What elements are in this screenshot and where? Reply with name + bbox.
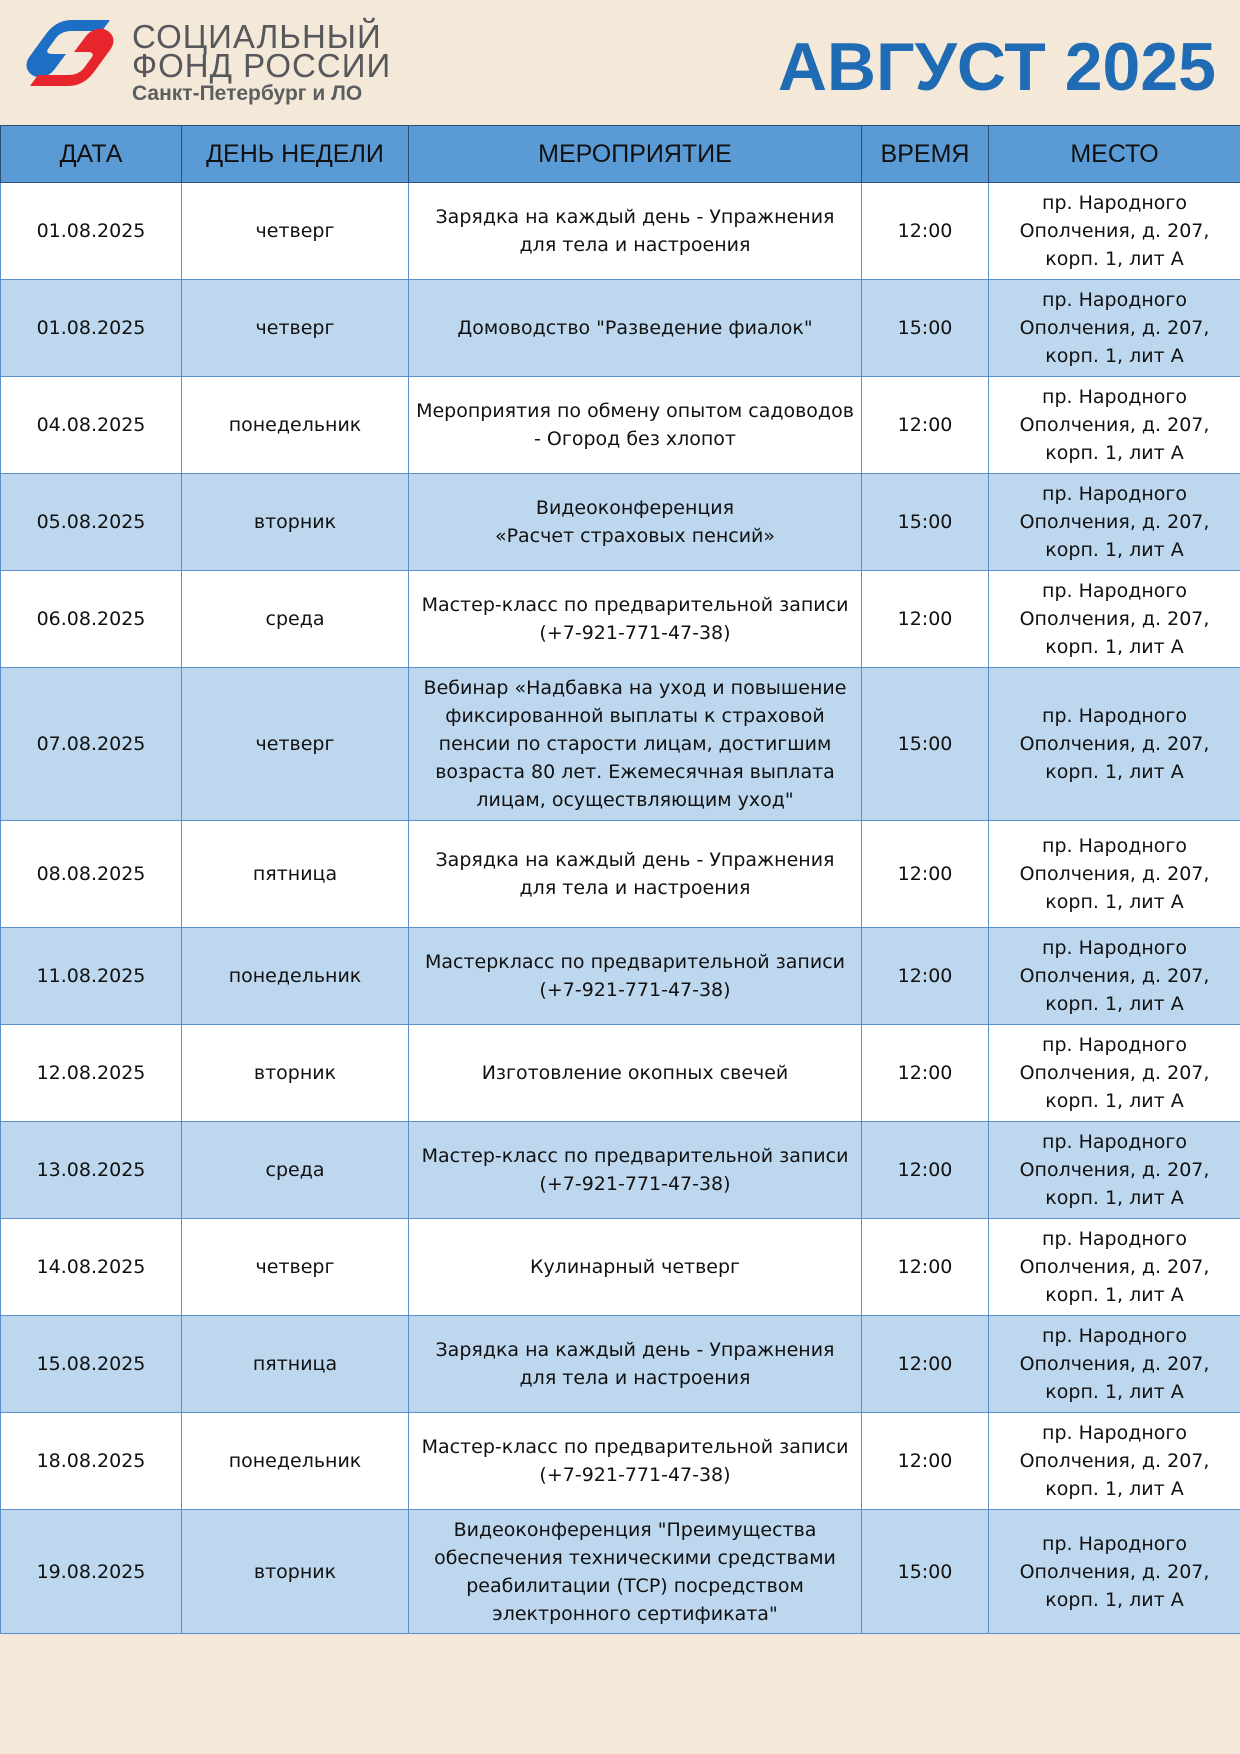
table-row	[1, 668, 1240, 821]
table-row	[1, 377, 1240, 474]
event-cell: Кулинарный четверг	[409, 1219, 862, 1316]
column-header-time: ВРЕМЯ	[862, 126, 989, 183]
event-cell: Вебинар «Надбавка на уход и повышение фиксированной выплаты к страховой пенсии по старости лицам, достигшим возраста 80 лет. Ежемесячная выплата лицам, осуществляющим уход"	[409, 668, 862, 821]
day-cell: вторник	[182, 1510, 409, 1634]
date-cell: 05.08.2025	[1, 474, 182, 571]
day-cell: вторник	[182, 474, 409, 571]
place-cell: пр. Народного Ополчения, д. 207, корп. 1, лит А	[989, 1219, 1240, 1316]
time-cell: 12:00	[862, 1413, 989, 1510]
place-cell: пр. Народного Ополчения, д. 207, корп. 1, лит А	[989, 928, 1240, 1025]
date-cell: 06.08.2025	[1, 571, 182, 668]
table-row	[1, 571, 1240, 668]
table-row	[1, 928, 1240, 1025]
place-cell: пр. Народного Ополчения, д. 207, корп. 1, лит А	[989, 668, 1240, 821]
day-cell: пятница	[182, 821, 409, 928]
day-cell: среда	[182, 571, 409, 668]
event-cell: Видеоконференция "Преимущества обеспечения техническими средствами реабилитации (ТСР) посредством электронного сертификата"	[409, 1510, 862, 1634]
event-cell: Домоводство "Разведение фиалок"	[409, 280, 862, 377]
table-row	[1, 1316, 1240, 1413]
column-header-date: ДАТА	[1, 126, 182, 183]
month-title: АВГУСТ 2025	[777, 29, 1216, 105]
day-cell: пятница	[182, 1316, 409, 1413]
day-cell: вторник	[182, 1025, 409, 1122]
date-cell: 15.08.2025	[1, 1316, 182, 1413]
event-cell: Мастеркласс по предварительной записи (+7-921-771-47-38)	[409, 928, 862, 1025]
date-cell: 08.08.2025	[1, 821, 182, 928]
org-line-1: СОЦИАЛЬНЫЙ	[132, 18, 382, 55]
column-header-day: ДЕНЬ НЕДЕЛИ	[182, 126, 409, 183]
table-row	[1, 1510, 1240, 1634]
place-cell: пр. Народного Ополчения, д. 207, корп. 1, лит А	[989, 1316, 1240, 1413]
place-cell: пр. Народного Ополчения, д. 207, корп. 1, лит А	[989, 1025, 1240, 1122]
day-cell: четверг	[182, 668, 409, 821]
events-table	[0, 125, 1240, 1634]
table-row	[1, 1122, 1240, 1219]
day-cell: среда	[182, 1122, 409, 1219]
table-row	[1, 1413, 1240, 1510]
time-cell: 15:00	[862, 280, 989, 377]
event-cell: Мастер-класс по предварительной записи (+7-921-771-47-38)	[409, 1413, 862, 1510]
time-cell: 12:00	[862, 821, 989, 928]
place-cell: пр. Народного Ополчения, д. 207, корп. 1, лит А	[989, 821, 1240, 928]
time-cell: 15:00	[862, 668, 989, 821]
day-cell: четверг	[182, 1219, 409, 1316]
date-cell: 01.08.2025	[1, 280, 182, 377]
day-cell: четверг	[182, 183, 409, 280]
event-cell: Зарядка на каждый день - Упражнения для тела и настроения	[409, 821, 862, 928]
column-header-place: МЕСТО	[989, 126, 1240, 183]
place-cell: пр. Народного Ополчения, д. 207, корп. 1, лит А	[989, 474, 1240, 571]
date-cell: 18.08.2025	[1, 1413, 182, 1510]
date-cell: 04.08.2025	[1, 377, 182, 474]
place-cell: пр. Народного Ополчения, д. 207, корп. 1, лит А	[989, 183, 1240, 280]
date-cell: 14.08.2025	[1, 1219, 182, 1316]
event-cell: Зарядка на каждый день - Упражнения для тела и настроения	[409, 183, 862, 280]
place-cell: пр. Народного Ополчения, д. 207, корп. 1, лит А	[989, 571, 1240, 668]
page-header	[0, 0, 1240, 125]
date-cell: 07.08.2025	[1, 668, 182, 821]
date-cell: 19.08.2025	[1, 1510, 182, 1634]
org-region: Санкт-Петербург и ЛО	[132, 82, 363, 105]
time-cell: 15:00	[862, 1510, 989, 1634]
time-cell: 12:00	[862, 1122, 989, 1219]
date-cell: 12.08.2025	[1, 1025, 182, 1122]
column-header-event: МЕРОПРИЯТИЕ	[409, 126, 862, 183]
day-cell: четверг	[182, 280, 409, 377]
time-cell: 12:00	[862, 571, 989, 668]
org-line-2: ФОНД РОССИИ	[132, 47, 392, 84]
table-header-row	[1, 126, 1240, 183]
table-row	[1, 474, 1240, 571]
event-cell: Видеоконференция «Расчет страховых пенсий»	[409, 474, 862, 571]
table-row	[1, 280, 1240, 377]
time-cell: 12:00	[862, 183, 989, 280]
table-row	[1, 1219, 1240, 1316]
table-row	[1, 183, 1240, 280]
time-cell: 12:00	[862, 1219, 989, 1316]
event-cell: Зарядка на каждый день - Упражнения для тела и настроения	[409, 1316, 862, 1413]
table-row	[1, 821, 1240, 928]
place-cell: пр. Народного Ополчения, д. 207, корп. 1, лит А	[989, 377, 1240, 474]
date-cell: 11.08.2025	[1, 928, 182, 1025]
place-cell: пр. Народного Ополчения, д. 207, корп. 1, лит А	[989, 1413, 1240, 1510]
event-cell: Изготовление окопных свечей	[409, 1025, 862, 1122]
day-cell: понедельник	[182, 1413, 409, 1510]
time-cell: 12:00	[862, 377, 989, 474]
place-cell: пр. Народного Ополчения, д. 207, корп. 1, лит А	[989, 1510, 1240, 1634]
place-cell: пр. Народного Ополчения, д. 207, корп. 1, лит А	[989, 280, 1240, 377]
event-cell: Мероприятия по обмену опытом садоводов - Огород без хлопот	[409, 377, 862, 474]
event-cell: Мастер-класс по предварительной записи (+7-921-771-47-38)	[409, 571, 862, 668]
table-row	[1, 1025, 1240, 1122]
time-cell: 12:00	[862, 928, 989, 1025]
event-cell: Мастер-класс по предварительной записи (+7-921-771-47-38)	[409, 1122, 862, 1219]
sfr-logo-icon	[22, 16, 118, 90]
time-cell: 15:00	[862, 474, 989, 571]
day-cell: понедельник	[182, 928, 409, 1025]
date-cell: 13.08.2025	[1, 1122, 182, 1219]
date-cell: 01.08.2025	[1, 183, 182, 280]
organization-name	[132, 18, 392, 106]
day-cell: понедельник	[182, 377, 409, 474]
time-cell: 12:00	[862, 1025, 989, 1122]
time-cell: 12:00	[862, 1316, 989, 1413]
place-cell: пр. Народного Ополчения, д. 207, корп. 1, лит А	[989, 1122, 1240, 1219]
